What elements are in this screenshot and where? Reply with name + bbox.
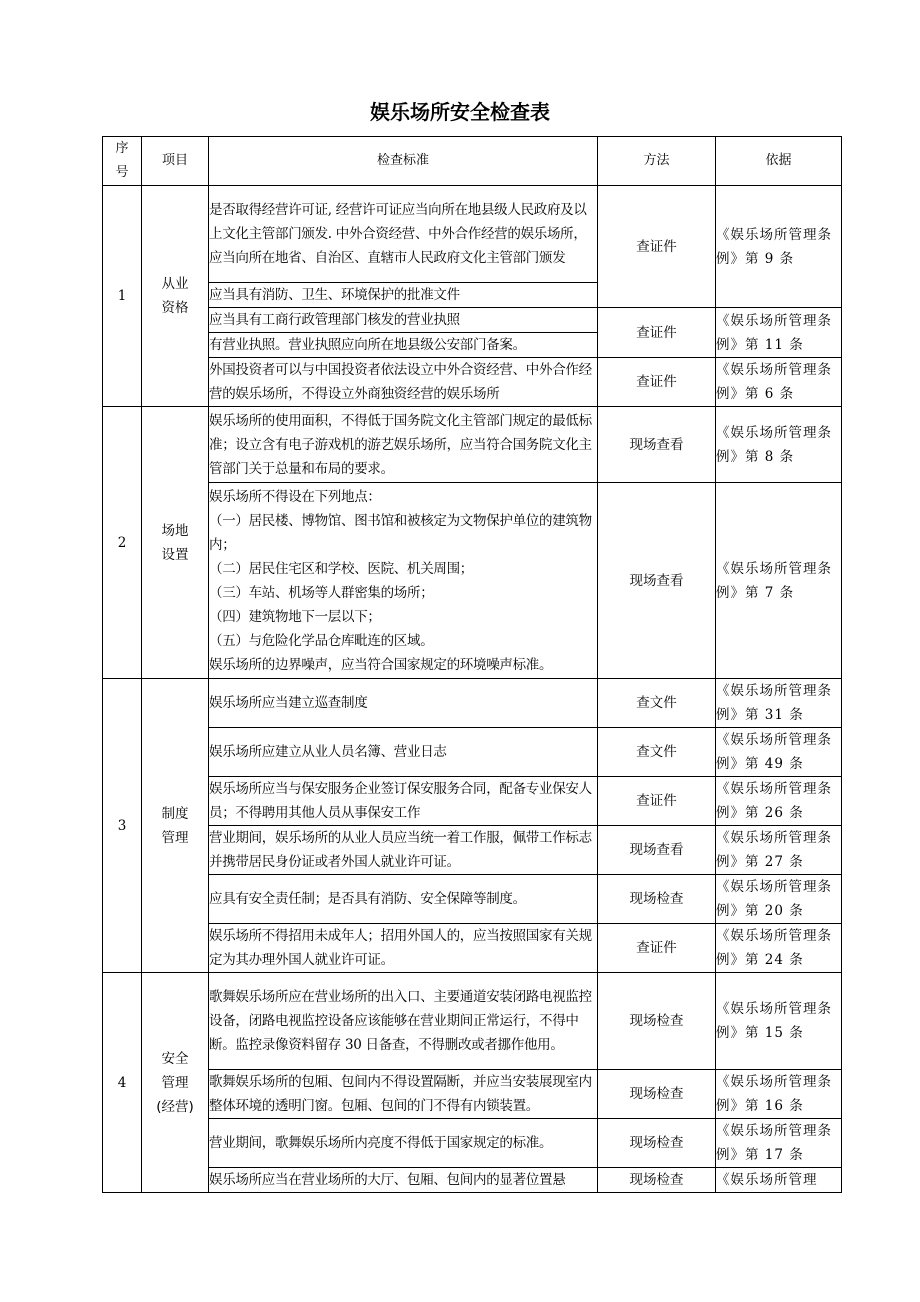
section-number: 4 bbox=[103, 973, 142, 1193]
table-row bbox=[103, 1119, 842, 1168]
basis-cell: 《娱乐场所管理条例》第 17 条 bbox=[716, 1119, 842, 1168]
header-method: 方法 bbox=[598, 137, 716, 186]
criteria-cell: 歌舞娱乐场所的包厢、包间内不得设置隔断，并应当安装展现室内整体环境的透明门窗。包厢、包间的门不得有内锁装置。 bbox=[209, 1070, 598, 1119]
basis-cell: 《娱乐场所管理条例》第 15 条 bbox=[716, 973, 842, 1070]
criteria-cell: 应当具有工商行政管理部门核发的营业执照 bbox=[209, 308, 598, 333]
table-row bbox=[103, 875, 842, 924]
section-item: 制度 管理 bbox=[142, 679, 209, 973]
criteria-cell: 应具有安全责任制；是否具有消防、安全保障等制度。 bbox=[209, 875, 598, 924]
page-title: 娱乐场所安全检查表 bbox=[370, 100, 550, 124]
section-item: 从业 资格 bbox=[142, 186, 209, 407]
criteria-cell: 娱乐场所应当与保安服务企业签订保安服务合同，配备专业保安人员；不得聘用其他人员从事保安工作 bbox=[209, 777, 598, 826]
criteria-cell bbox=[209, 483, 598, 679]
table-row bbox=[103, 358, 842, 407]
basis-cell: 《娱乐场所管理条例》第 20 条 bbox=[716, 875, 842, 924]
criteria-cell: 营业期间，娱乐场所的从业人员应当统一着工作服，佩带工作标志并携带居民身份证或者外国人就业许可证。 bbox=[209, 826, 598, 875]
method-cell: 现场查看 bbox=[598, 483, 716, 679]
table-row bbox=[103, 777, 842, 826]
table-row bbox=[103, 924, 842, 973]
header-seq: 序 号 bbox=[103, 137, 142, 186]
criteria-cell: 娱乐场所应当在营业场所的大厅、包厢、包间内的显著位置悬 bbox=[209, 1168, 598, 1193]
basis-cell: 《娱乐场所管理条例》第 49 条 bbox=[716, 728, 842, 777]
basis-cell: 《娱乐场所管理条例》第 16 条 bbox=[716, 1070, 842, 1119]
criteria-cell: 应当具有消防、卫生、环境保护的批准文件 bbox=[209, 283, 598, 308]
section-number: 3 bbox=[103, 679, 142, 973]
method-cell: 查文件 bbox=[598, 679, 716, 728]
inspection-table bbox=[102, 136, 842, 1193]
table-row bbox=[103, 407, 842, 483]
basis-cell: 《娱乐场所管理条例》第 7 条 bbox=[716, 483, 842, 679]
criteria-line: （一）居民楼、博物馆、图书馆和被核定为文物保护单位的建筑物内； bbox=[209, 512, 592, 553]
method-cell: 现场检查 bbox=[598, 1168, 716, 1193]
criteria-line: （二）居民住宅区和学校、医院、机关周围； bbox=[209, 560, 473, 577]
basis-cell: 《娱乐场所管理条例》第 31 条 bbox=[716, 679, 842, 728]
criteria-cell: 娱乐场所的使用面积，不得低于国务院文化主管部门规定的最低标准；设立含有电子游戏机的游艺娱乐场所，应当符合国务院文化主管部门关于总量和布局的要求。 bbox=[209, 407, 598, 483]
method-cell: 查证件 bbox=[598, 924, 716, 973]
method-cell: 查文件 bbox=[598, 728, 716, 777]
criteria-line: （四）建筑物地下一层以下； bbox=[209, 608, 381, 625]
table-row bbox=[103, 1070, 842, 1119]
table-row bbox=[103, 308, 842, 333]
method-cell: 查证件 bbox=[598, 777, 716, 826]
header-criteria: 检查标准 bbox=[209, 137, 598, 186]
basis-cell: 《娱乐场所管理条例》第 8 条 bbox=[716, 407, 842, 483]
header-basis: 依据 bbox=[716, 137, 842, 186]
method-cell: 查证件 bbox=[598, 308, 716, 358]
basis-cell: 《娱乐场所管理 bbox=[716, 1168, 842, 1193]
criteria-line: （三）车站、机场等人群密集的场所； bbox=[209, 584, 434, 601]
basis-cell: 《娱乐场所管理条例》第 6 条 bbox=[716, 358, 842, 407]
table-row bbox=[103, 483, 842, 679]
criteria-cell: 娱乐场所应当建立巡查制度 bbox=[209, 679, 598, 728]
method-cell: 现场检查 bbox=[598, 1070, 716, 1119]
criteria-cell: 是否取得经营许可证, 经营许可证应当向所在地县级人民政府及以上文化主管部门颁发. 中外合资经营、中外合作经营的娱乐场所，应当向所在地省、自治区、直辖市人民政府文化主管部门颁发 bbox=[209, 186, 598, 283]
method-cell: 现场检查 bbox=[598, 875, 716, 924]
criteria-cell: 歌舞娱乐场所应在营业场所的出入口、主要通道安装闭路电视监控设备，闭路电视监控设备应该能够在营业期间正常运行，不得中断。监控录像资料留存 30 日备查，不得删改或者挪作他用。 bbox=[209, 973, 598, 1070]
method-cell: 现场查看 bbox=[598, 407, 716, 483]
table-row bbox=[103, 826, 842, 875]
section-item: 场地 设置 bbox=[142, 407, 209, 679]
criteria-cell: 娱乐场所不得招用未成年人；招用外国人的，应当按照国家有关规定为其办理外国人就业许可证。 bbox=[209, 924, 598, 973]
criteria-line: 娱乐场所不得设在下列地点： bbox=[209, 488, 381, 505]
basis-cell: 《娱乐场所管理条例》第 26 条 bbox=[716, 777, 842, 826]
criteria-cell: 营业期间，歌舞娱乐场所内亮度不得低于国家规定的标准。 bbox=[209, 1119, 598, 1168]
header-item: 项目 bbox=[142, 137, 209, 186]
table-row bbox=[103, 186, 842, 283]
method-cell: 查证件 bbox=[598, 186, 716, 308]
table-row bbox=[103, 1168, 842, 1193]
criteria-line: （五）与危险化学品仓库毗连的区域。 bbox=[209, 632, 434, 649]
header-row bbox=[103, 137, 842, 186]
method-cell: 现场查看 bbox=[598, 826, 716, 875]
criteria-cell: 有营业执照。营业执照应向所在地县级公安部门备案。 bbox=[209, 333, 598, 358]
criteria-cell: 娱乐场所应建立从业人员名簿、营业日志 bbox=[209, 728, 598, 777]
basis-cell: 《娱乐场所管理条例》第 27 条 bbox=[716, 826, 842, 875]
section-item: 安全 管理 (经营) bbox=[142, 973, 209, 1193]
table-row bbox=[103, 679, 842, 728]
criteria-line: 娱乐场所的边界噪声，应当符合国家规定的环境噪声标准。 bbox=[209, 656, 553, 673]
criteria-cell: 外国投资者可以与中国投资者依法设立中外合资经营、中外合作经营的娱乐场所，不得设立外商独资经营的娱乐场所 bbox=[209, 358, 598, 407]
method-cell: 查证件 bbox=[598, 358, 716, 407]
section-number: 2 bbox=[103, 407, 142, 679]
basis-cell: 《娱乐场所管理条例》第 11 条 bbox=[716, 308, 842, 358]
table-row bbox=[103, 973, 842, 1070]
basis-cell: 《娱乐场所管理条例》第 24 条 bbox=[716, 924, 842, 973]
method-cell: 现场检查 bbox=[598, 973, 716, 1070]
section-number: 1 bbox=[103, 186, 142, 407]
method-cell: 现场检查 bbox=[598, 1119, 716, 1168]
basis-cell: 《娱乐场所管理条例》第 9 条 bbox=[716, 186, 842, 308]
table-row bbox=[103, 728, 842, 777]
